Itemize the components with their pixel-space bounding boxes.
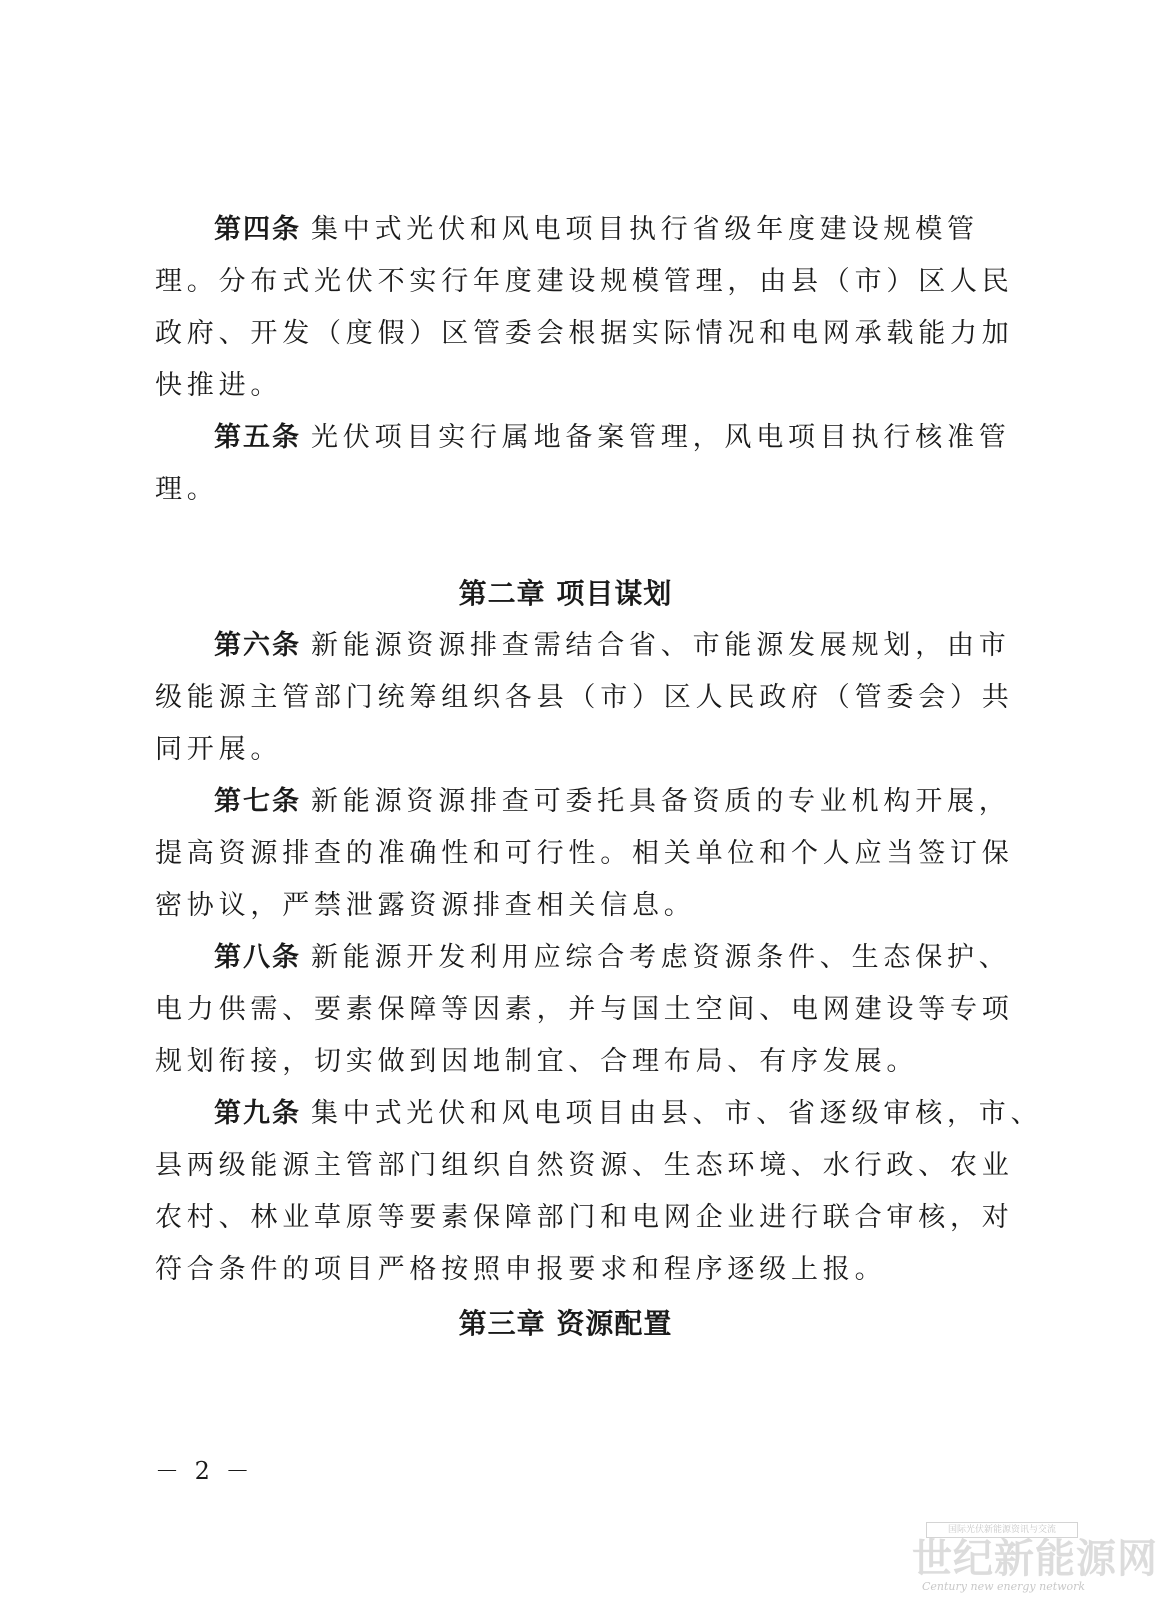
article-8-first-line — [214, 938, 1011, 978]
watermark-banner: 国际光伏新能源资讯与交流 — [926, 1522, 1078, 1538]
article-7-line: 密协议，严禁泄露资源排查相关信息。 — [155, 890, 696, 921]
article-7-line: 提高资源排查的准确性和可行性。相关单位和个人应当签订保 — [155, 838, 1014, 869]
article-9-label: 第九条 — [214, 1098, 301, 1129]
article-8-text: 新能源开发利用应综合考虑资源条件、生态保护、 — [311, 942, 1011, 973]
article-5-line: 理。 — [155, 474, 219, 505]
article-7-first-line — [214, 782, 1011, 822]
article-5-text: 光伏项目实行属地备案管理，风电项目执行核准管 — [311, 422, 1011, 453]
article-6-line: 级能源主管部门统筹组织各县（市）区人民政府（管委会）共 — [155, 682, 1014, 713]
article-4-line: 政府、开发（度假）区管委会根据实际情况和电网承载能力加 — [155, 318, 1014, 349]
article-5-label: 第五条 — [214, 422, 301, 453]
article-9-line: 符合条件的项目严格按照申报要求和程序逐级上报。 — [155, 1254, 887, 1285]
article-9-first-line — [214, 1094, 1043, 1134]
article-4-text: 集中式光伏和风电项目执行省级年度建设规模管 — [311, 214, 979, 245]
article-6-label: 第六条 — [214, 630, 301, 661]
article-9-line: 县两级能源主管部门组织自然资源、生态环境、水行政、农业 — [155, 1150, 1014, 1181]
watermark-subtitle: Century new energy network — [922, 1580, 1086, 1593]
article-8-line: 电力供需、要素保障等因素，并与国土空间、电网建设等专项 — [155, 994, 1014, 1025]
article-6-text: 新能源资源排查需结合省、市能源发展规划，由市 — [311, 630, 1011, 661]
article-9-text: 集中式光伏和风电项目由县、市、省逐级审核，市、 — [311, 1098, 1043, 1129]
article-4-line: 理。分布式光伏不实行年度建设规模管理，由县（市）区人民 — [155, 266, 1014, 297]
article-8-label: 第八条 — [214, 942, 301, 973]
chapter-2-title: 第二章 项目谋划 — [458, 577, 673, 610]
article-6-line: 同开展。 — [155, 734, 283, 765]
article-7-text: 新能源资源排查可委托具备资质的专业机构开展， — [311, 786, 1011, 817]
article-4-line: 快推进。 — [155, 370, 283, 401]
page-number: － 2 － — [155, 1457, 254, 1485]
article-7-label: 第七条 — [214, 786, 301, 817]
article-6-first-line — [214, 626, 1011, 666]
watermark-logo: 世纪新能源网 — [912, 1535, 1158, 1582]
chapter-3-title: 第三章 资源配置 — [458, 1307, 673, 1340]
article-9-line: 农村、林业草原等要素保障部门和电网企业进行联合审核，对 — [155, 1202, 1014, 1233]
article-5-first-line — [214, 418, 1011, 458]
article-8-line: 规划衔接，切实做到因地制宜、合理布局、有序发展。 — [155, 1046, 919, 1077]
article-4-label: 第四条 — [214, 214, 301, 245]
article-4-first-line — [214, 210, 979, 250]
